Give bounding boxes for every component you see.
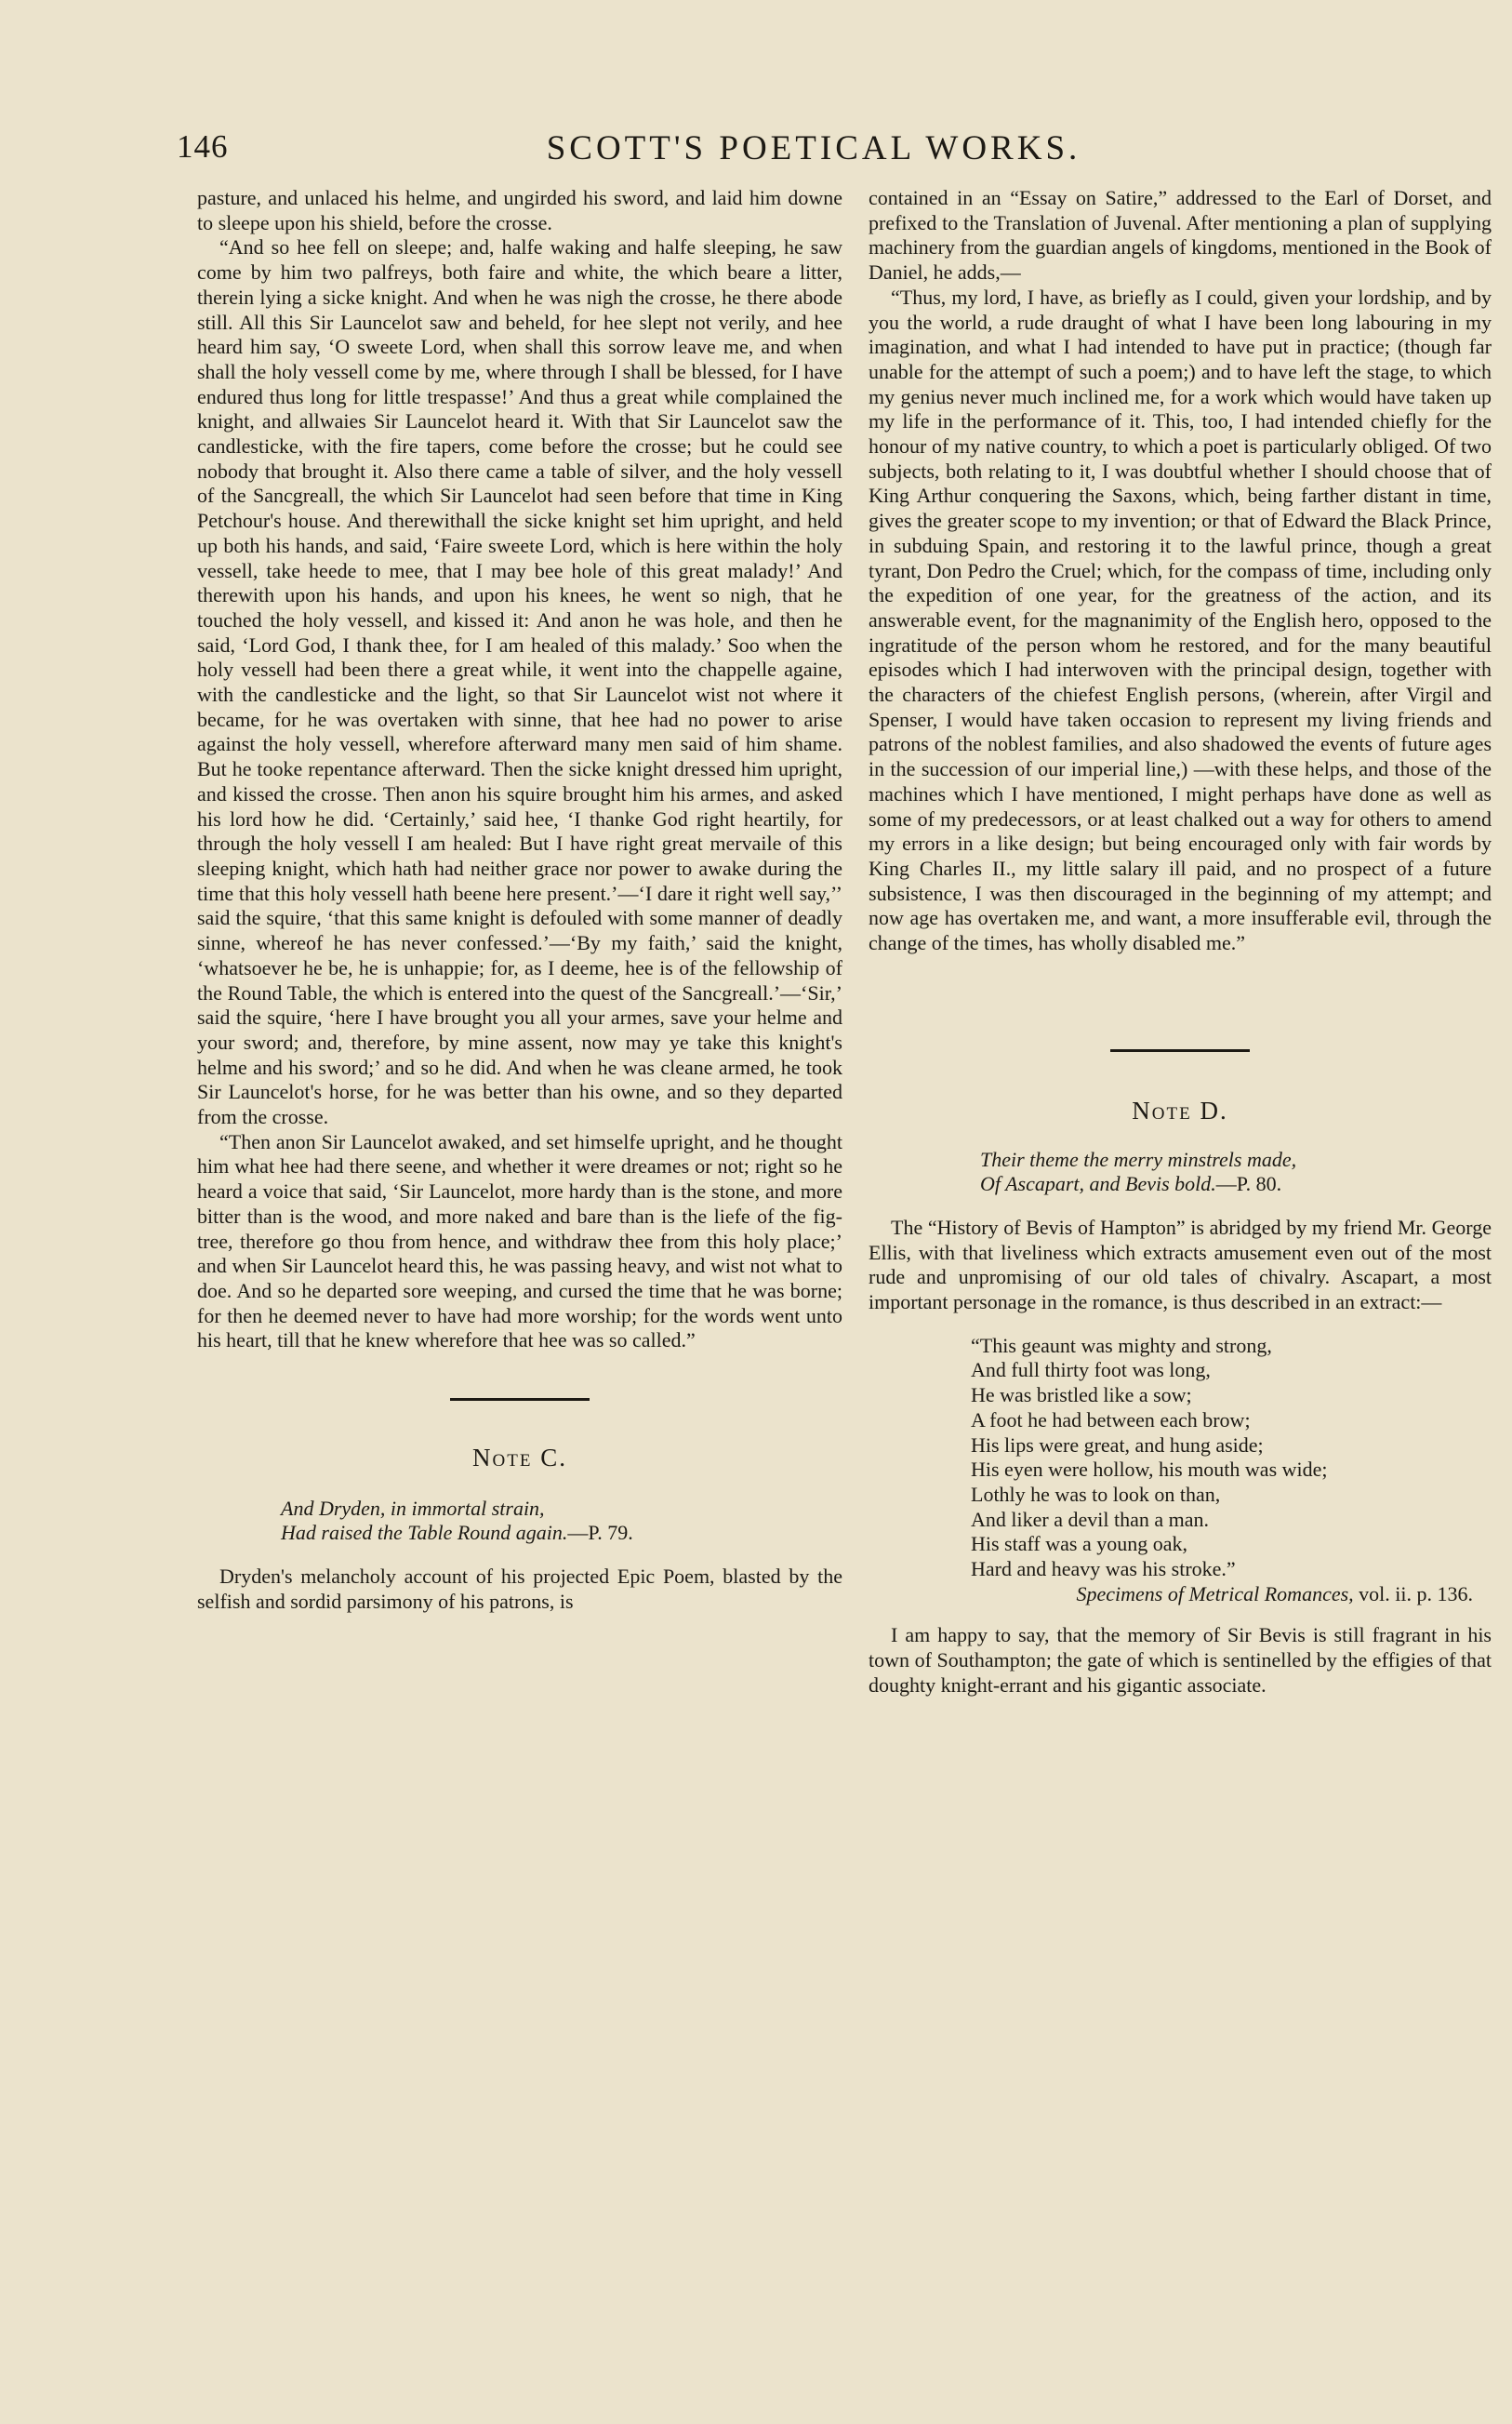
paragraph: “Then anon Sir Launcelot awaked, and set himselfe upright, and he thought him what hee had there seene, and whether it were dreames or not; right so he heard a voice that said, ‘Sir Launcelot, more hardy than is the stone, and more bitter than is the wood, and more naked and bare than is the liefe of the fig-tree, therefore go thou from hence, and withdraw thee from this holy place;’ and when Sir Launcelot heard this, he was passing heavy, and wist not what to doe. And so he departed sore weeping, and cursed the time that he was borne; for then he deemed never to have had more worship; for the words went unto his heart, till that he knew wherefore that hee was so called.”	[197, 1129, 842, 1352]
verse-line: His eyen were hollow, his mouth was wide;	[971, 1458, 1328, 1482]
note-d-intro: The “History of Bevis of Hampton” is abridged by my friend Mr. George Ellis, with that liveliness which extracts amusement even out of the most rude and unpromising of our old tales of chivalry. Ascapart, a most important personage in the romance, is thus described in an extract:—	[869, 1215, 1492, 1314]
paragraph: pasture, and unlaced his helme, and ungirded his sword, and laid him downe to sleepe upon his shield, before the crosse.	[197, 186, 842, 234]
note-d-heading: Note D.	[1132, 1096, 1228, 1125]
verse-line: “This geaunt was mighty and strong,	[971, 1333, 1272, 1357]
paragraph: contained in an “Essay on Satire,” addressed to the Earl of Dorset, and prefixed to the Translation of Juvenal. After mentioning a plan of supplying machinery from the guardian angels of kingdoms, mentioned in the Book of Daniel, he adds,—	[869, 186, 1492, 285]
note-d-closing: I am happy to say, that the memory of Sir Bevis is still fragrant in his town of Southampton; the gate of which is sentinelled by the effigies of that doughty knight-errant and his gigantic associate.	[869, 1623, 1492, 1697]
verse-line: He was bristled like a sow;	[971, 1383, 1192, 1407]
verse-line: His staff was a young oak,	[971, 1532, 1187, 1556]
verse-line: And full thirty foot was long,	[971, 1358, 1211, 1382]
verse-line: Lothly he was to look on than,	[971, 1482, 1221, 1506]
verse-line: His lips were great, and hung aside;	[971, 1432, 1264, 1457]
verse-line: A foot he had between each brow;	[971, 1407, 1251, 1432]
page-header	[177, 128, 1451, 184]
verse-line: Hard and heavy was his stroke.”	[971, 1557, 1236, 1581]
right-column	[869, 186, 1492, 1698]
note-c-epigraph: And Dryden, in immortal strain, Had raised the Table Round again.—P. 79.	[281, 1496, 633, 1545]
verse-quote	[869, 1334, 1492, 1582]
note-d-epigraph: Their theme the merry minstrels made, Of Ascapart, and Bevis bold.—P. 80.	[980, 1147, 1297, 1196]
page-number: 146	[177, 128, 229, 165]
note-c-text: Dryden's melancholy account of his projected Epic Poem, blasted by the selfish and sordid parsimony of his patrons, is	[197, 1565, 842, 1613]
paragraph: “Thus, my lord, I have, as briefly as I could, given your lordship, and by you the world, a rude draught of what I have been long labouring in my imagination, and what I had intended to have put in practice; (though far unable for the attempt of such a poem;) and to have left the stage, to which my genius never much inclined me, for a work which would have taken up my life in the performance of it. This, too, I had intended chiefly for the honour of my native country, to which a poet is particularly obliged. Of two subjects, both relating to it, I was doubtful whether I should choose that of King Arthur conquering the Saxons, which, being farther distant in time, gives the greater scope to my invention; or that of Edward the Black Prince, in subduing Spain, and restoring it to the lawful prince, though a great tyrant, Don Pedro the Cruel; which, for the compass of time, including only the expedition of one year, for the greatness of the action, and its answerable event, for the magnanimity of the English hero, opposed to the ingratitude of the person whom he restored, and for the many beautiful episodes which I had interwoven with the principal design, together with the characters of the chiefest English persons, (wherein, after Virgil and Spenser, I would have taken occasion to represent my living friends and patrons of the noblest families, and also shadowed the events of future ages in the succession of our imperial line,) —with these helps, and those of the machines which I have mentioned, I might perhaps have done as well as some of my predecessors, or at least chalked out a way for others to amend my errors in a like design; but being encouraged only with fair words by King Charles II., my little salary ill paid, and no prospect of a future subsistence, I was then discouraged in the beginning of my attempt; and now age has overtaken me, and want, a more insufferable evil, through the change of the times, has wholly disabled me.”	[869, 285, 1492, 955]
running-title: SCOTT'S POETICAL WORKS.	[546, 129, 1081, 167]
verse-source: Specimens of Metrical Romances, vol. ii. p. 136.	[1076, 1581, 1473, 1605]
paragraph: “And so hee fell on sleepe; and, halfe waking and halfe sleeping, he saw come by him two palfreys, both faire and white, the which beare a litter, therein lying a sicke knight. And when he was nigh the crosse, he there abode still. All this Sir Launcelot saw and beheld, for hee slept not verily, and hee heard him say, ‘O sweete Lord, when shall this sorrow leave me, and when shall the holy vessell come by me, where through I shall be blessed, for I have endured thus long for little trespasse!’ And thus a great while complained the knight, and allwaies Sir Launcelot heard it. With that Sir Launcelot saw the candlesticke, with the fire tapers, come before the crosse; but he could see nobody that brought it. Also there came a table of silver, and the holy vessell of the Sancgreall, the which Sir Launcelot had seen before that time in King Petchour's house. And therewithall the sicke knight set him upright, and held up both his hands, and said, ‘Faire sweete Lord, which is here within the holy vessell, take heede to mee, that I may bee hole of this great malady!’ And therewith upon his hands, and upon his knees, he went so nigh, that he touched the holy vessell, and kissed it: And anon he was hole, and then he said, ‘Lord God, I thank thee, for I am healed of this malady.’ Soo when the holy vessell had been there a great while, it went into the chappelle againe, with the candlesticke and the light, so that Sir Launcelot wist not where it became, for he was overtaken with sinne, that hee had no power to arise against the holy vessell, wherefore afterward many men said of him shame. But he tooke repentance afterward. Then the sicke knight dressed him upright, and kissed the crosse. Then anon his squire brought him his armes, and asked his lord how he did. ‘Certainly,’ said hee, ‘I thanke God right heartily, for through the holy vessell I am healed: But I have right great mervaile of this sleeping knight, which hath had neither grace nor power to awake during the time that this holy vessell hath beene here present.’—‘I dare it right well say,’’ said the squire, ‘that this same knight is defouled with some manner of deadly sinne, whereof he has never confessed.’—‘By my faith,’ said the knight, ‘whatsoever he be, he is unhappie; for, as I deeme, hee is of the fellowship of the Round Table, the which is entered into the quest of the Sancgreall.’—‘Sir,’ said the squire, ‘here I have brought you all your armes, save your helme and your sword; and, therefore, by mine assent, now may ye take this knight's helme and his sword;’ and so he did. And when he was cleane armed, he took Sir Launcelot's horse, for he was better than his owne, and so they departed from the crosse.	[197, 235, 842, 1129]
verse-line: And liker a devil than a man.	[971, 1507, 1209, 1531]
left-column	[197, 186, 842, 1615]
note-c-heading: Note C.	[472, 1444, 567, 1472]
